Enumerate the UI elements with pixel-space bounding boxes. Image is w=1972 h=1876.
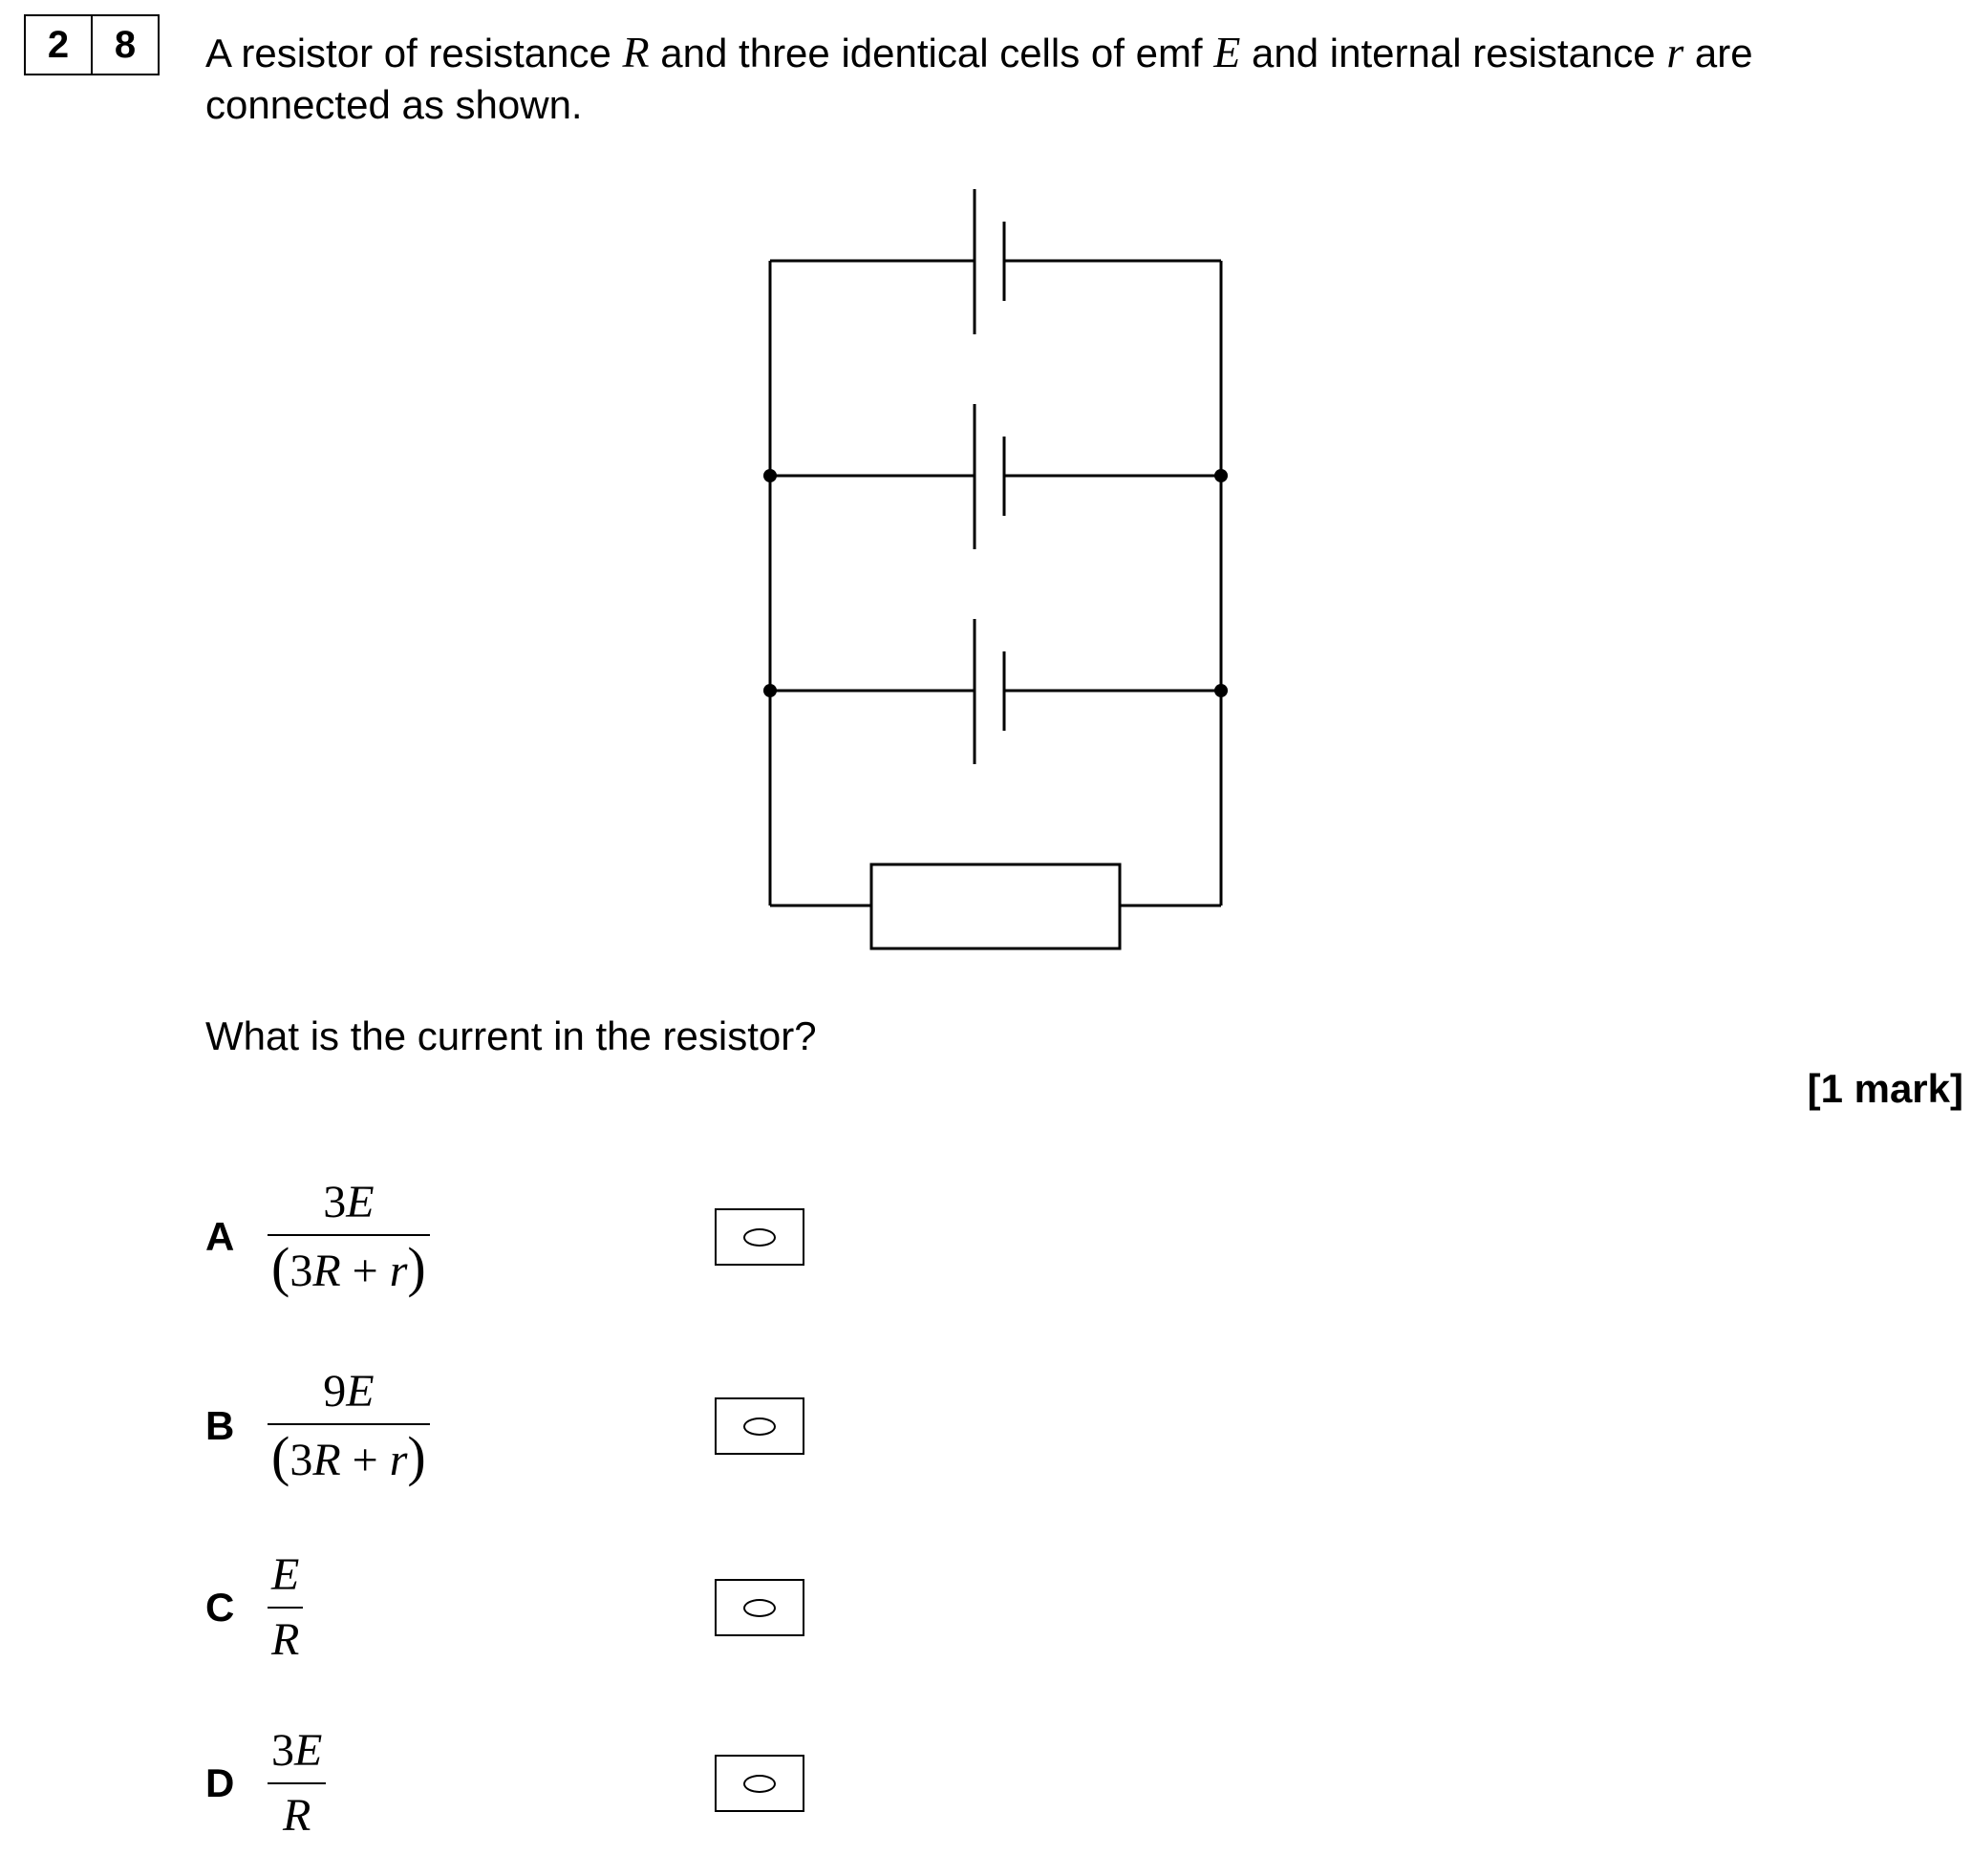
- stem-text-1: A resistor of resistance: [205, 31, 623, 75]
- stem-text-3: and internal resistance: [1240, 31, 1667, 75]
- option-a-fraction: [268, 1170, 430, 1304]
- denominator: (3R + r): [271, 1236, 426, 1298]
- denominator: R: [271, 1614, 300, 1665]
- answer-box-d[interactable]: [715, 1755, 804, 1812]
- option-d: [205, 1716, 874, 1850]
- question-number-digit-1: 2: [47, 23, 70, 66]
- stem-var-R: R: [622, 28, 650, 76]
- option-b: [205, 1359, 874, 1493]
- stem-text-4: are connected as shown.: [205, 31, 1753, 127]
- option-a: [205, 1170, 874, 1304]
- question-text: What is the current in the resistor?: [205, 1013, 817, 1058]
- stem-var-E: E: [1213, 28, 1241, 76]
- denominator: R: [283, 1790, 311, 1841]
- answer-bubble-c[interactable]: [743, 1599, 776, 1617]
- question-number-digit-2: 8: [91, 16, 158, 74]
- stem-text-2: and three identical cells of emf: [649, 31, 1214, 75]
- option-b-fraction: [268, 1359, 430, 1493]
- answer-bubble-d[interactable]: [743, 1775, 776, 1793]
- option-letter: C: [205, 1585, 235, 1630]
- numerator: 9E: [323, 1366, 375, 1417]
- junction-dot-left-lower: [763, 684, 777, 697]
- option-letter: B: [205, 1403, 235, 1448]
- junction-dot-right-lower: [1214, 684, 1228, 697]
- answer-bubble-b[interactable]: [743, 1418, 776, 1436]
- numerator: 3E: [271, 1725, 323, 1776]
- resistor: [871, 864, 1120, 949]
- stem-var-r: r: [1666, 28, 1684, 76]
- marks-label: [1 mark]: [1807, 1066, 1963, 1111]
- option-d-fraction: [268, 1716, 326, 1850]
- answer-box-c[interactable]: [715, 1579, 804, 1636]
- answer-box-b[interactable]: [715, 1397, 804, 1455]
- option-c: [205, 1541, 874, 1674]
- option-c-fraction: [268, 1541, 303, 1674]
- answer-box-a[interactable]: [715, 1208, 804, 1266]
- numerator: E: [271, 1549, 300, 1600]
- option-letter: D: [205, 1760, 235, 1805]
- denominator: (3R + r): [271, 1425, 426, 1487]
- numerator: 3E: [323, 1177, 375, 1227]
- junction-dot-right-middle: [1214, 469, 1228, 482]
- junction-dot-left-middle: [763, 469, 777, 482]
- option-letter: A: [205, 1214, 235, 1259]
- answer-bubble-a[interactable]: [743, 1228, 776, 1247]
